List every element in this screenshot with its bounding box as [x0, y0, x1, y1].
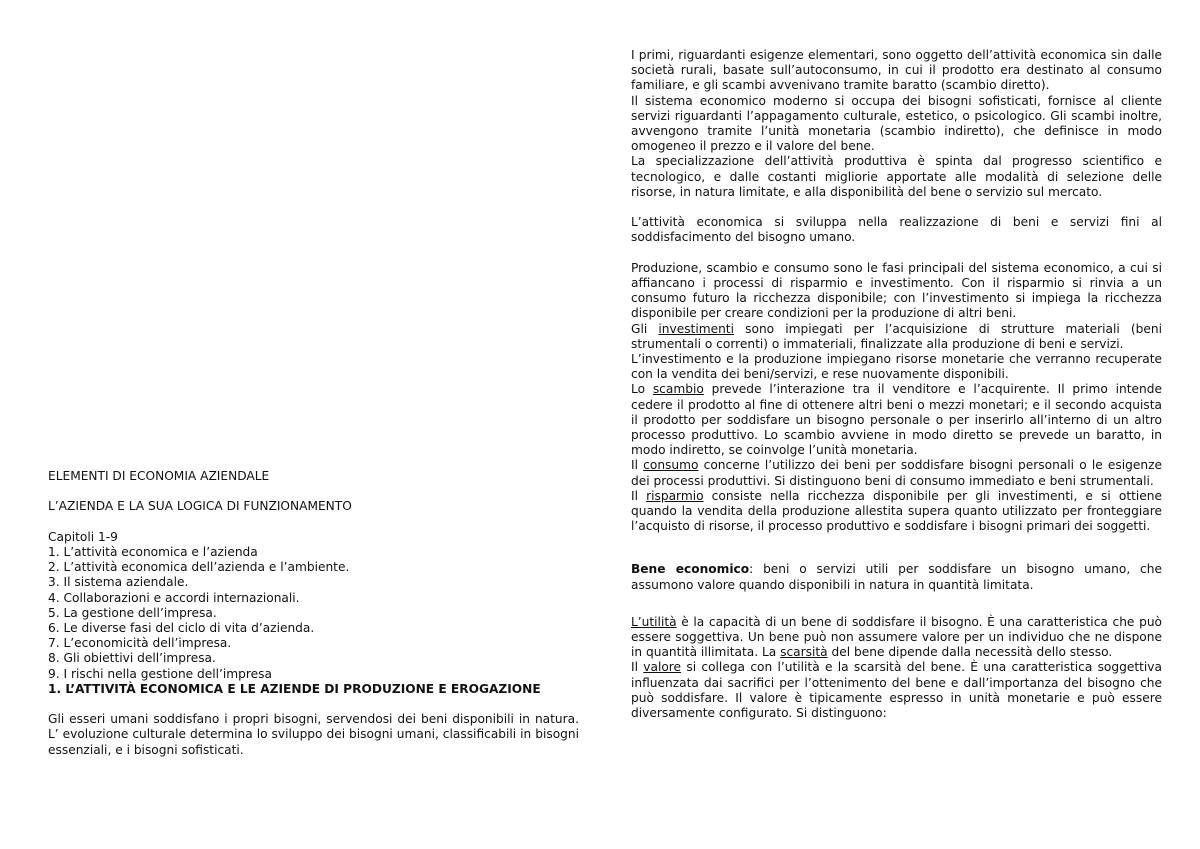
text-span: : beni o servizi utili per soddisfare un bisogno umano, che assumono valore quando disponibili in natura in quantità limitata. [631, 562, 1162, 592]
text-span: è la capacità di un bene di soddisfare il bisogno. È una caratteristica che può essere soggettiva. Un bene può non assumere valore per un individuo che ne dispone in quantità illimitata. La [631, 614, 1162, 660]
text-span: consiste nella ricchezza disponibile per gli investimenti, e si ottiene quando la vendita della produzione allestita supera quanto utilizzato per fronteggiare l’acquisto di risorse, il processo produttivo e soddisfare i bisogni primari dei soggetti. [631, 488, 1162, 534]
left-column [48, 469, 579, 758]
paragraph-valore [631, 660, 1162, 721]
document-title: ELEMENTI DI ECONOMIA AZIENDALE [48, 469, 270, 483]
text-span: Il [631, 488, 647, 503]
term-bene-economico: Bene economico [631, 562, 750, 577]
chapter-list [48, 545, 579, 682]
text-span: Il [631, 458, 644, 473]
text-span: concerne l’utilizzo dei beni per soddisfare bisogni personali o le esigenze dei processi produttivi. Si distinguono beni di consumo immediato e beni strumentali. [631, 458, 1162, 488]
paragraph-utilita [631, 615, 1162, 661]
paragraph-economic-activity: L’attività economica si sviluppa nella realizzazione di beni e servizi fini al soddisfacimento del bisogno umano. [631, 215, 1162, 245]
chapter-item: 2. L’attività economica dell’azienda e l’ambiente. [48, 560, 350, 575]
paragraph-modern-system: Il sistema economico moderno si occupa dei bisogni sofisticati, fornisce al cliente servizi riguardanti l’appagamento culturale, estetico, o psicologico. Gli scambi inoltre, avvengono tramite l’unità monetaria (scambio indiretto), che definisce in modo omogeneo il prezzo e il valore del bene. [631, 93, 1162, 154]
chapters-label: Capitoli 1-9 [48, 529, 118, 544]
chapter-item: 3. Il sistema aziendale. [48, 575, 189, 590]
right-column [631, 48, 1162, 721]
term-scambio: scambio [652, 382, 704, 397]
document-subtitle: L’AZIENDA E LA SUA LOGICA DI FUNZIONAMENTO [48, 499, 352, 514]
term-consumo: consumo [643, 458, 699, 473]
paragraph-primary-needs: I primi, riguardanti esigenze elementari, sono oggetto dell’attività economica sin dalle società rurali, basate sull’autoconsumo, in cui il prodotto era destinato al consumo familiare, e gli scambi avvenivano tramite baratto (scambio diretto). [631, 48, 1162, 93]
paragraph-consumo [631, 458, 1162, 488]
chapter-item: 1. L’attività economica e l’azienda [48, 544, 258, 559]
section-heading: 1. L’ATTIVITÀ ECONOMICA E LE AZIENDE DI PRODUZIONE E EROGAZIONE [48, 681, 541, 696]
paragraph-scambio [631, 382, 1162, 458]
text-span: prevede l’interazione tra il venditore e l’acquirente. Il primo intende cedere il prodotto al fine di ottenere altri beni o mezzi monetari; e il secondo acquista il prodotto per soddisfare un bisogno personale o per inserirlo all’interno di un altro processo produttivo. Lo scambio avviene in modo diretto se prevede un baratto, in modo indiretto, se coinvolge l’unità monetaria. [631, 382, 1162, 458]
term-scarsita: scarsità [780, 645, 828, 660]
paragraph-bene-economico [631, 562, 1162, 592]
term-investimenti: investimenti [658, 321, 734, 336]
paragraph-phases: Produzione, scambio e consumo sono le fasi principali del sistema economico, a cui si affiancano i processi di risparmio e investimento. Con il risparmio si rinvia a un consumo futuro la ricchezza disponibile; con l’investimento si impiega la ricchezza disponibile per creare condizioni per la produzione di altri beni. [631, 260, 1162, 321]
paragraph-investment-production: L’investimento e la produzione impiegano risorse monetarie che verranno recuperate con la vendita dei beni/servizi, e rese nuovamente disponibili. [631, 352, 1162, 382]
chapter-item: 6. Le diverse fasi del ciclo di vita d’azienda. [48, 621, 315, 635]
paragraph-investimenti [631, 322, 1162, 352]
term-utilita: L’utilità [631, 614, 677, 629]
text-span: Il [631, 660, 644, 675]
chapter-item: 4. Collaborazioni e accordi internazionali. [48, 590, 300, 605]
text-span: Gli [631, 321, 659, 336]
chapter-item: 9. I rischi nella gestione dell’impresa [48, 666, 272, 681]
text-span: Lo [631, 382, 653, 397]
chapter-item: 5. La gestione dell’impresa. [48, 605, 217, 620]
text-span: sono impiegati per l’acquisizione di strutture materiali (beni strumentali o correnti) o immateriali, finalizzate alla produzione di beni e servizi. [631, 321, 1163, 351]
chapter-item: 7. L’economicità dell’impresa. [48, 636, 232, 651]
paragraph-specialization: La specializzazione dell’attività produttiva è spinta dal progresso scientifico e tecnologico, e dalle costanti migliorie apportate alle modalità di selezione delle risorse, in natura limitate, e alla disponibilità del bene o servizio sul mercato. [631, 154, 1162, 199]
text-span: si collega con l’utilità e la scarsità del bene. È una caratteristica soggettiva influenzata dai sacrifici per l’ottenimento del bene e dall’importanza del bisogno che può soddisfare. Il valore è tipicamente espresso in unità monetarie e può essere diversamente configurato. Si distinguono: [631, 660, 1162, 721]
term-valore: valore [643, 660, 682, 675]
paragraph-risparmio [631, 489, 1162, 535]
chapter-item: 8. Gli obiettivi dell’impresa. [48, 651, 216, 666]
intro-paragraph: Gli esseri umani soddisfano i propri bisogni, servendosi dei beni disponibili in natura. L’ evoluzione culturale determina lo sviluppo dei bisogni umani, classificabili in bisogni essenziali, e i bisogni sofisticati. [48, 712, 579, 757]
term-risparmio: risparmio [646, 488, 704, 503]
text-span: del bene dipende dalla necessità dello stesso. [827, 645, 1113, 660]
